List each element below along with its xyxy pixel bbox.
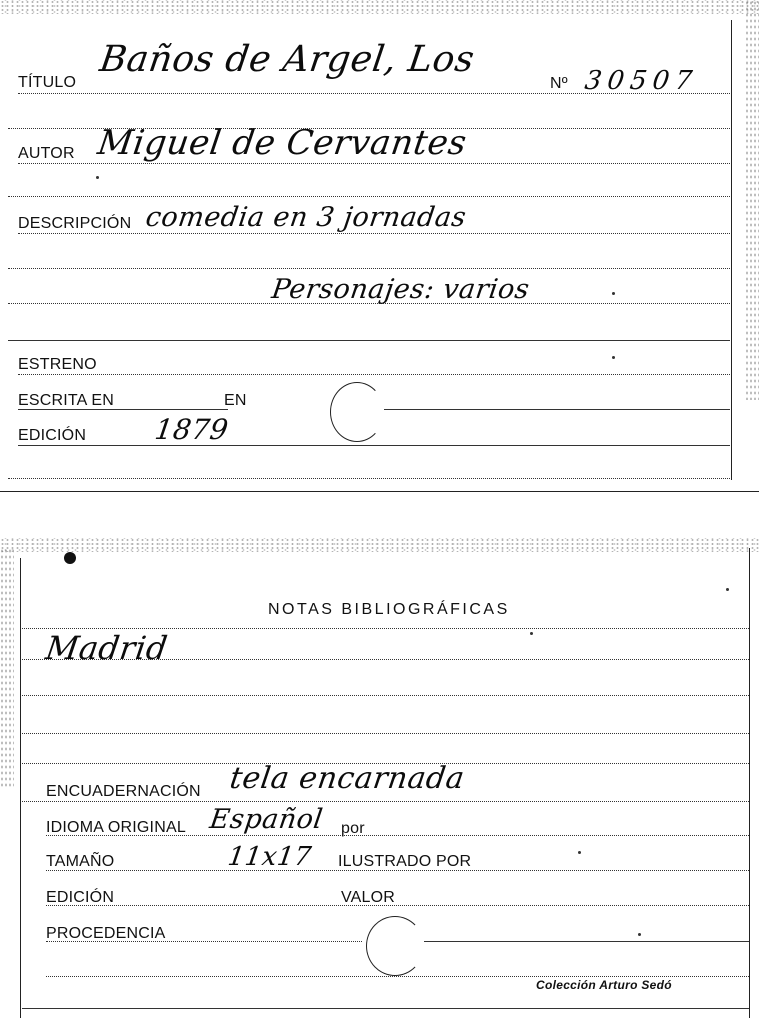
numero-label: Nº	[550, 75, 568, 92]
procedencia-label: PROCEDENCIA	[46, 925, 166, 942]
edicion-label: EDICIÓN	[18, 427, 87, 444]
valor-label: VALOR	[341, 889, 396, 906]
autor-label: AUTOR	[18, 145, 75, 162]
edicion-rule	[18, 445, 730, 446]
numero-value: 30507	[582, 66, 700, 96]
catalog-card-front	[0, 0, 759, 495]
notes-rule-4	[22, 733, 749, 734]
rule-8	[8, 340, 730, 341]
ink-speck	[530, 632, 533, 635]
notas-heading: NOTAS BIBLIOGRÁFICAS	[268, 601, 510, 618]
ink-speck	[96, 176, 99, 179]
ink-speck	[638, 933, 641, 936]
edicion-back-rule	[46, 905, 749, 906]
card-right-edge-speckle	[745, 0, 759, 400]
en-rule	[384, 409, 730, 410]
ink-speck	[726, 588, 729, 591]
ink-blot	[64, 552, 76, 564]
notes-value: Madrid	[43, 629, 171, 667]
notes-rule-3	[22, 695, 749, 696]
en-label: EN	[224, 392, 247, 409]
escrita-label: ESCRITA EN	[18, 392, 114, 409]
estreno-rule	[18, 374, 730, 375]
encuadernacion-rule	[22, 801, 749, 802]
autor-rule	[18, 163, 730, 164]
rule-6	[8, 268, 730, 269]
por-label: por	[341, 820, 365, 837]
ink-speck	[612, 292, 615, 295]
titulo-label: TÍTULO	[18, 74, 77, 91]
ilustrado-label: ILUSTRADO POR	[338, 853, 472, 870]
descripcion-rule	[18, 233, 730, 234]
card-base-rule	[22, 1008, 749, 1009]
idioma-value: Español	[207, 804, 325, 835]
card-right-border	[749, 548, 750, 1018]
ink-speck	[612, 356, 615, 359]
rule-4	[8, 196, 730, 197]
personajes-value: Personajes: varios	[269, 274, 532, 305]
tamano-value: 11x17	[225, 842, 314, 872]
titulo-value: Baños de Argel, Los	[97, 39, 477, 80]
procedencia-rule-right	[424, 941, 749, 942]
escrita-rule	[18, 409, 228, 410]
tamano-label: TAMAÑO	[46, 853, 115, 870]
autor-value: Miguel de Cervantes	[95, 123, 470, 163]
card-bottom-edge	[0, 491, 759, 492]
encuadernacion-value: tela encarnada	[227, 761, 467, 796]
edicion-value: 1879	[152, 413, 231, 446]
encuadernacion-label: ENCUADERNACIÓN	[46, 783, 201, 800]
edicion-back-label: EDICIÓN	[46, 889, 115, 906]
bottom-rule	[46, 976, 749, 977]
descripcion-label: DESCRIPCIÓN	[18, 215, 132, 232]
idioma-label: IDIOMA ORIGINAL	[46, 819, 186, 836]
card-top-edge-speckle	[0, 0, 759, 14]
descripcion-value: comedia en 3 jornadas	[143, 202, 469, 233]
tamano-rule	[46, 870, 749, 871]
punch-hole	[330, 382, 384, 442]
card-left-border	[20, 558, 21, 1018]
card-top-edge-speckle	[0, 538, 759, 552]
estreno-label: ESTRENO	[18, 356, 97, 373]
catalog-card-back	[0, 538, 759, 1028]
punch-hole	[366, 916, 424, 976]
ink-speck	[578, 851, 581, 854]
rule-12	[8, 478, 730, 479]
card-left-edge-speckle	[0, 548, 14, 788]
coleccion-stamp: Colección Arturo Sedó	[536, 978, 672, 992]
card-right-border	[731, 20, 732, 480]
